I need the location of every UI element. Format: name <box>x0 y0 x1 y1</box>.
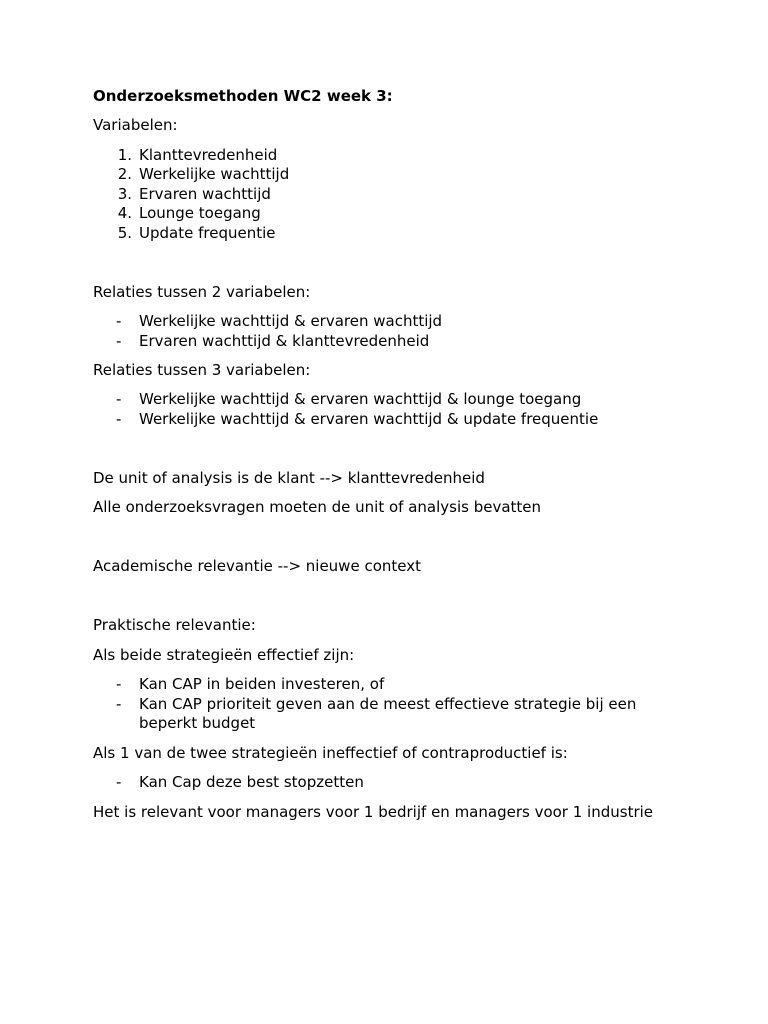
practical-relevance-heading: Praktische relevantie: <box>93 616 256 634</box>
bullet-dash: - <box>116 390 122 408</box>
list-number: 2. <box>117 165 132 183</box>
bullet-dash: - <box>116 312 122 330</box>
relation-item: Werkelijke wachttijd & ervaren wachttijd & lounge toegang <box>139 390 582 408</box>
one-ineffective-line: Als 1 van de twee strategieën ineffectief of contraproductief is: <box>93 744 568 762</box>
list-number: 1. <box>117 146 132 164</box>
both-effective-line: Als beide strategieën effectief zijn: <box>93 646 355 664</box>
strategy-item: Kan Cap deze best stopzetten <box>139 773 364 791</box>
variables-heading: Variabelen: <box>93 116 178 134</box>
academic-relevance-line: Academische relevantie --> nieuwe context <box>93 557 421 575</box>
strategy-item-continuation: beperkt budget <box>139 714 256 732</box>
relation-item: Ervaren wachttijd & klanttevredenheid <box>139 332 430 350</box>
relation-item: Werkelijke wachttijd & ervaren wachttijd <box>139 312 443 330</box>
bullet-dash: - <box>116 773 122 791</box>
bullet-dash: - <box>116 695 122 713</box>
variable-item: Ervaren wachttijd <box>139 185 271 203</box>
research-questions-line: Alle onderzoeksvragen moeten de unit of analysis bevatten <box>93 498 542 516</box>
closing-line: Het is relevant voor managers voor 1 bedrijf en managers voor 1 industrie <box>93 803 654 821</box>
variable-item: Lounge toegang <box>139 204 261 222</box>
unit-of-analysis-line: De unit of analysis is de klant --> klanttevredenheid <box>93 469 485 487</box>
list-number: 5. <box>117 224 132 242</box>
bullet-dash: - <box>116 410 122 428</box>
document-title: Onderzoeksmethoden WC2 week 3: <box>93 87 393 105</box>
bullet-dash: - <box>116 332 122 350</box>
bullet-dash: - <box>116 675 122 693</box>
strategy-item: Kan CAP in beiden investeren, of <box>139 675 385 693</box>
list-number: 3. <box>117 185 132 203</box>
relations2-heading: Relaties tussen 2 variabelen: <box>93 283 311 301</box>
strategy-item: Kan CAP prioriteit geven aan de meest effectieve strategie bij een <box>139 695 637 713</box>
relations3-heading: Relaties tussen 3 variabelen: <box>93 361 311 379</box>
list-number: 4. <box>117 204 132 222</box>
relation-item: Werkelijke wachttijd & ervaren wachttijd & update frequentie <box>139 410 599 428</box>
variable-item: Werkelijke wachttijd <box>139 165 290 183</box>
variable-item: Update frequentie <box>139 224 276 242</box>
variable-item: Klanttevredenheid <box>139 146 278 164</box>
